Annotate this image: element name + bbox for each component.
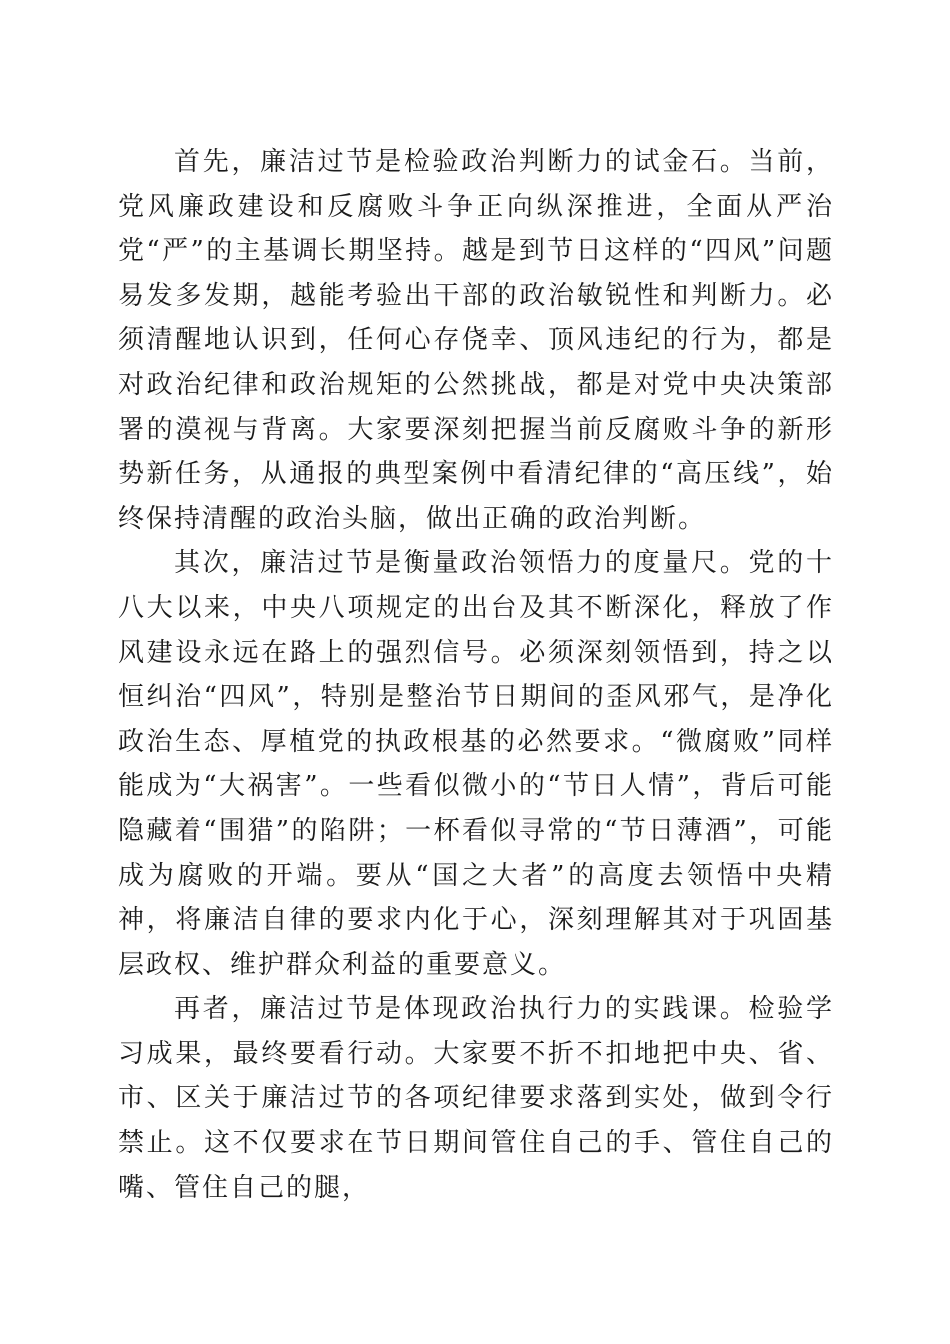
- paragraph-political-comprehension: 其次，廉洁过节是衡量政治领悟力的度量尺。党的十八大以来，中央八项规定的出台及其不断深化，释放了作风建设永远在路上的强烈信号。必须深刻领悟到，持之以恒纠治“四风”，特别是整治节日期间的歪风邪气，是净化政治生态、厚植党的执政根基的必然要求。“微腐败”同样能成为“大祸害”。一些看似微小的“节日人情”，背后可能隐藏着“围猎”的陷阱；一杯看似寻常的“节日薄酒”，可能成为腐败的开端。要从“国之大者”的高度去领悟中央精神，将廉洁自律的要求内化于心，深刻理解其对于巩固基层政权、维护群众利益的重要意义。: [118, 548, 834, 980]
- paragraph-political-execution: 再者，廉洁过节是体现政治执行力的实践课。检验学习成果，最终要看行动。大家要不折不扣地把中央、省、市、区关于廉洁过节的各项纪律要求落到实处，做到令行禁止。这不仅要求在节日期间管住自己的手、管住自己的嘴、管住自己的腿，: [118, 994, 834, 1203]
- document-body: [118, 140, 834, 1210]
- paragraph-political-judgment: 首先，廉洁过节是检验政治判断力的试金石。当前，党风廉政建设和反腐败斗争正向纵深推进，全面从严治党“严”的主基调长期坚持。越是到节日这样的“四风”问题易发多发期，越能考验出干部的政治敏锐性和判断力。必须清醒地认识到，任何心存侥幸、顶风违纪的行为，都是对政治纪律和政治规矩的公然挑战，都是对党中央决策部署的漠视与背离。大家要深刻把握当前反腐败斗争的新形势新任务，从通报的典型案例中看清纪律的“高压线”，始终保持清醒的政治头脑，做出正确的政治判断。: [118, 147, 834, 534]
